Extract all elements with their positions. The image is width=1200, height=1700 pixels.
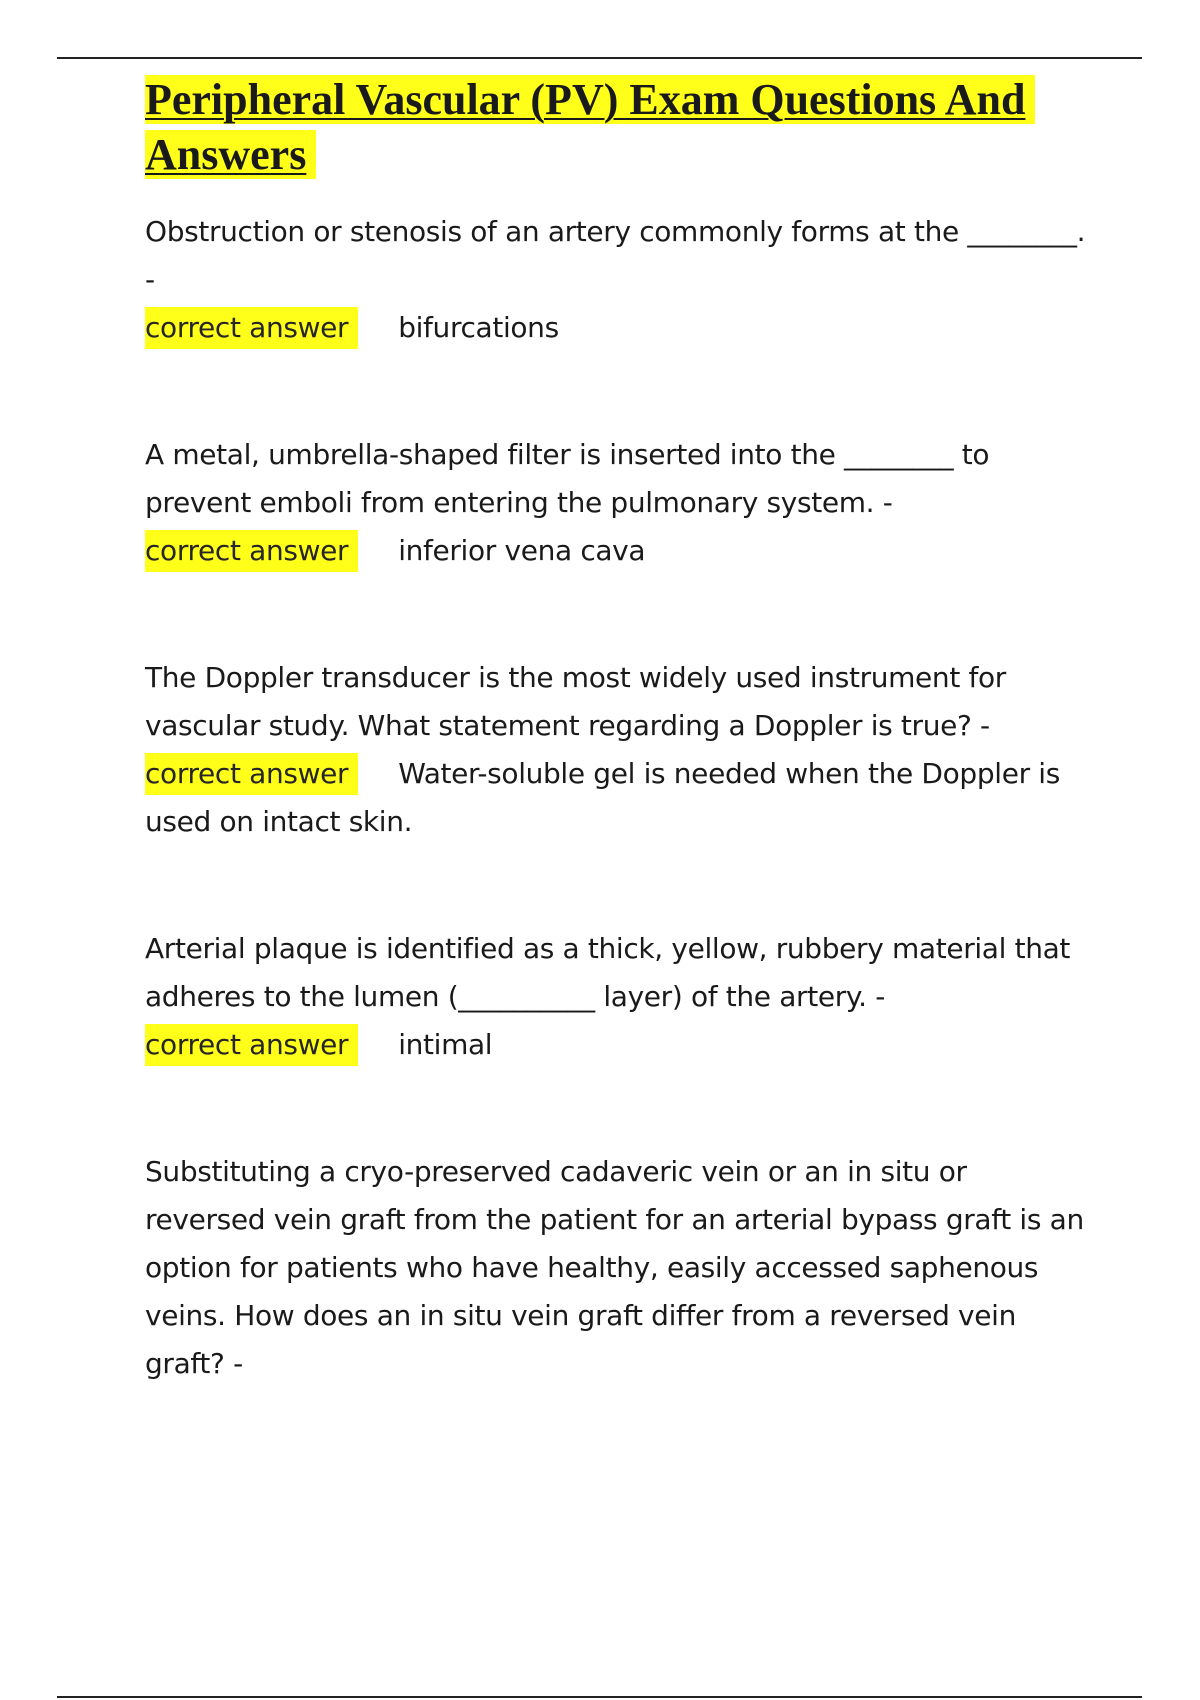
qa-item-4 xyxy=(145,925,1090,1069)
answer-2-text: inferior vena cava xyxy=(398,534,646,567)
qa-item-1 xyxy=(145,208,1090,352)
answer-1 xyxy=(145,304,1090,352)
correct-answer-tag: correct answer xyxy=(145,1024,358,1066)
qa-item-5 xyxy=(145,1148,1090,1388)
qa-item-2 xyxy=(145,431,1090,575)
question-3: The Doppler transducer is the most widely used instrument for vascular study. What statement regarding a Doppler is true? - xyxy=(145,661,1006,742)
document-body xyxy=(145,72,1090,1388)
answer-3 xyxy=(145,750,1090,846)
answer-4 xyxy=(145,1021,1090,1069)
correct-answer-tag: correct answer xyxy=(145,530,358,572)
document-title-text: Peripheral Vascular (PV) Exam Questions And Answers xyxy=(145,75,1035,179)
question-2: A metal, umbrella-shaped filter is inserted into the ________ to prevent emboli from entering the pulmonary system. - xyxy=(145,438,990,519)
answer-3-text: Water-soluble gel is needed when the Doppler is used on intact skin. xyxy=(145,757,1060,838)
question-4: Arterial plaque is identified as a thick, yellow, rubbery material that adheres to the lumen (__________ layer) of the artery. - xyxy=(145,932,1071,1013)
qa-item-3 xyxy=(145,654,1090,846)
answer-1-text: bifurcations xyxy=(398,311,559,344)
top-rule xyxy=(57,57,1142,59)
answer-2 xyxy=(145,527,1090,575)
question-1: Obstruction or stenosis of an artery commonly forms at the ________. - xyxy=(145,215,1086,296)
bottom-rule xyxy=(57,1696,1142,1698)
correct-answer-tag: correct answer xyxy=(145,307,358,349)
answer-4-text: intimal xyxy=(398,1028,493,1061)
document-title xyxy=(145,72,1090,182)
question-5: Substituting a cryo-preserved cadaveric vein or an in situ or reversed vein graft from the patient for an arterial bypass graft is an option for patients who have healthy, easily accessed saphenous veins. How does an in situ vein graft differ from a reversed vein graft? - xyxy=(145,1155,1084,1380)
correct-answer-tag: correct answer xyxy=(145,753,358,795)
